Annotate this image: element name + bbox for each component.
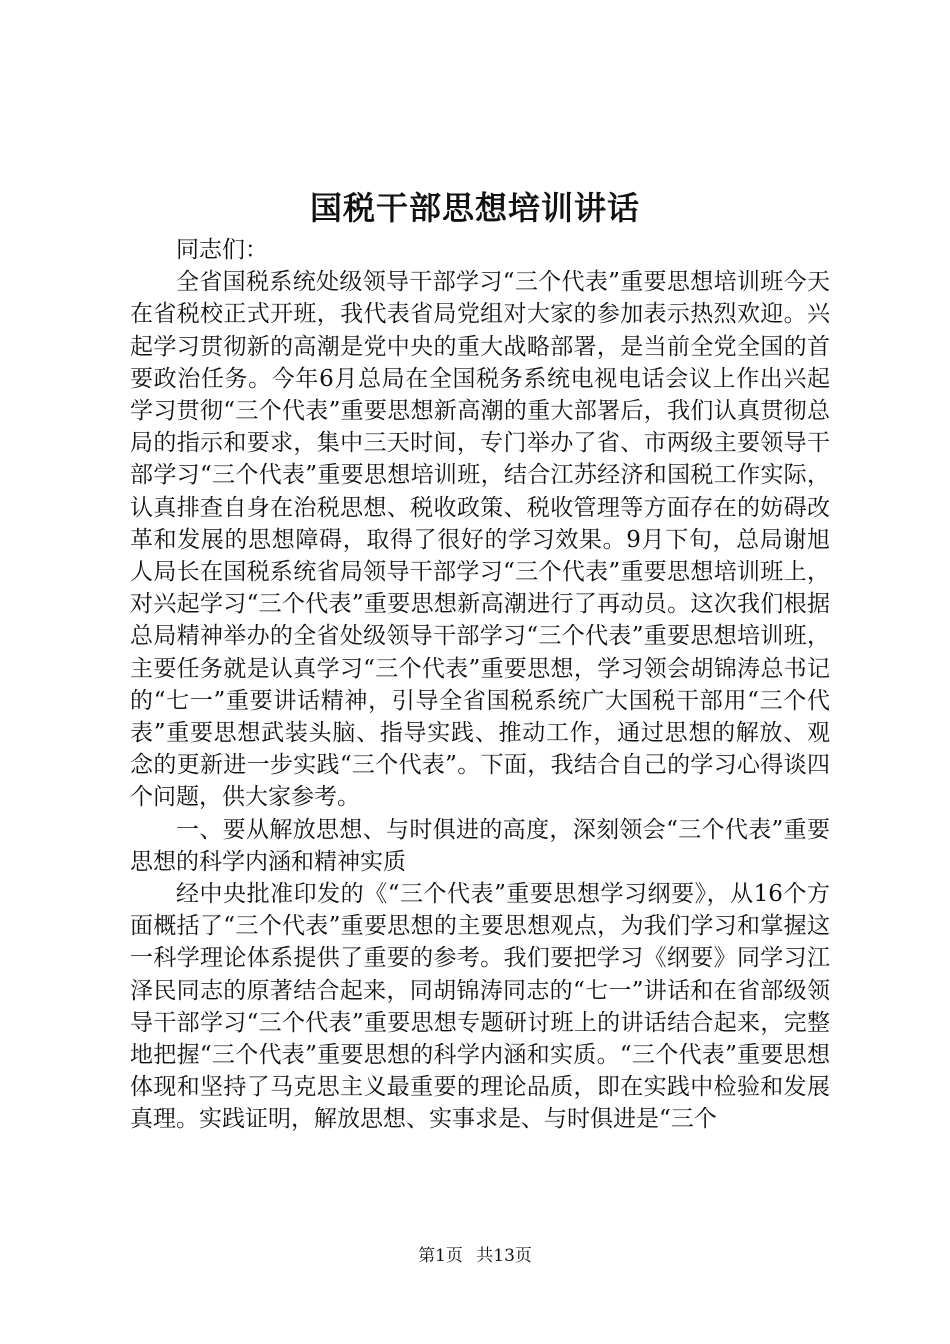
page-footer (0, 1244, 950, 1268)
body-paragraph: 经中央批准印发的《“三个代表”重要思想学习纲要》，从16个方面概括了“三个代表”重要思想的主要思想观点，为我们学习和掌握这一科学理论体系提供了重要的参考。我们要把学习《纲要》同学习江泽民同志的原著结合起来，同胡锦涛同志的“七一”讲话和在省部级领导干部学习“三个代表”重要思想专题研讨班上的讲话结合起来，完整地把握“三个代表”重要思想的科学内涵和实质。“三个代表”重要思想体现和坚持了马克思主义最重要的理论品质，即在实践中检验和发展真理。实践证明，解放思想、实事求是、与时俱进是“三个 (130, 881, 830, 1133)
document-body (130, 234, 830, 1136)
document-title: 国税干部思想培训讲话 (309, 189, 640, 227)
intro-paragraph: 全省国税系统处级领导干部学习“三个代表”重要思想培训班今天在省税校正式开班，我代表省局党组对大家的参加表示热烈欢迎。兴起学习贯彻新的高潮是党中央的重大战略部署，是当前全党全国的首要政治任务。今年6月总局在全国税务系统电视电话会议上作出兴起学习贯彻“三个代表”重要思想新高潮的重大部署后，我们认真贯彻总局的指示和要求，集中三天时间，专门举办了省、市两级主要领导干部学习“三个代表”重要思想培训班，结合江苏经济和国税工作实际，认真排查自身在治税思想、税收政策、税收管理等方面存在的妨碍改革和发展的思想障碍，取得了很好的学习效果。9月下旬，总局谢旭人局长在国税系统省局领导干部学习“三个代表”重要思想培训班上，对兴起学习“三个代表”重要思想新高潮进行了再动员。这次我们根据总局精神举办的全省处级领导干部学习“三个代表”重要思想培训班，主要任务就是认真学习“三个代表”重要思想，学习领会胡锦涛总书记的“七一”重要讲话精神，引导全省国税系统广大国税干部用“三个代表”重要思想武装头脑、指导实践、推动工作，通过思想的解放、观念的更新进一步实践“三个代表”。下面，我结合自己的学习心得谈四个问题，供大家参考。 (130, 269, 830, 811)
salutation-paragraph: 同志们： (176, 237, 268, 263)
page-number: 第1页 (418, 1246, 463, 1266)
section-heading-1: 一、要从解放思想、与时俱进的高度，深刻领会“三个代表”重要思想的科学内涵和精神实质 (130, 816, 830, 875)
page-total: 共13页 (476, 1246, 532, 1266)
